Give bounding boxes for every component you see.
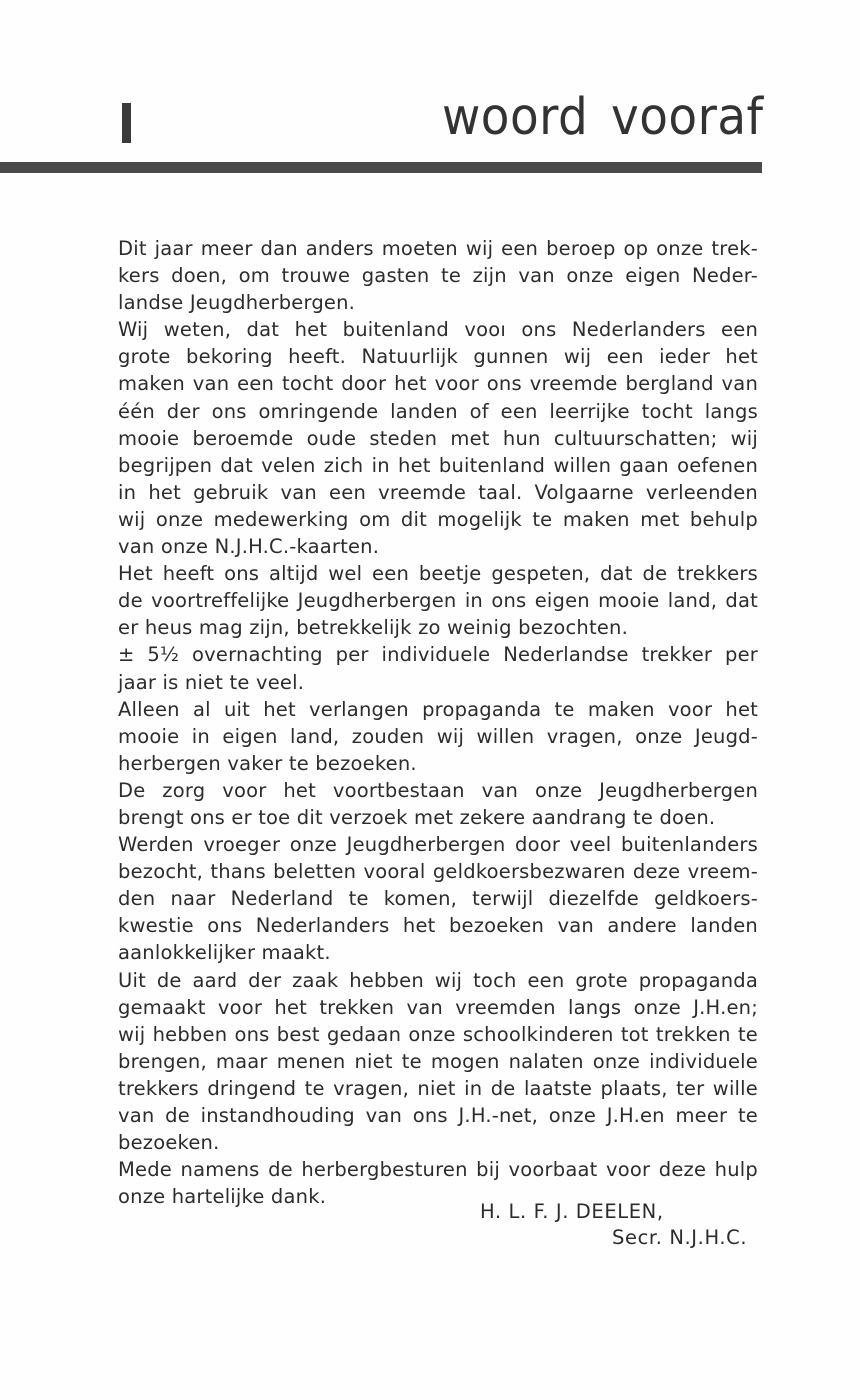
text-line: bezoeken. xyxy=(118,1131,220,1155)
text-line: jaar is niet te veel. xyxy=(118,670,305,694)
text-line: trekkers dringend te vragen, niet in de laatste plaats, ter wille xyxy=(118,1076,758,1100)
text-line: herbergen vaker te bezoeken. xyxy=(118,751,417,775)
text-line: Alleen al uit het verlangen propaganda te maken voor het xyxy=(118,697,758,721)
text-line: Werden vroeger onze Jeugdherbergen door veel buitenlanders xyxy=(118,833,758,857)
text-line: maken van een tocht door het voor ons vreemde bergland van xyxy=(118,372,758,396)
text-line: wij hebben ons best gedaan onze schoolkinderen tot trekken te xyxy=(118,1022,758,1046)
text-line: onze hartelijke dank. xyxy=(118,1185,327,1209)
text-line: mooie in eigen land, zouden wij willen vragen, onze Jeugd- xyxy=(118,724,758,748)
text-line: er heus mag zijn, betrekkelijk zo weinig bezochten. xyxy=(118,616,628,640)
text-line: landse Jeugdherbergen. xyxy=(118,291,356,315)
text-line: mooie beroemde oude steden met hun cultuurschatten; wij xyxy=(118,426,758,450)
page-title: woord vooraf xyxy=(442,88,764,147)
text-line: grote bekoring heeft. Natuurlijk gunnen wij een ieder het xyxy=(118,345,758,369)
signature-role: Secr. N.J.H.C. xyxy=(612,1226,748,1249)
text-line: begrijpen dat velen zich in het buitenland willen gaan oefenen xyxy=(118,453,758,477)
text-line: bezocht, thans beletten vooral geldkoersbezwaren deze vreem- xyxy=(118,860,758,884)
header-rule xyxy=(0,162,762,173)
text-line: wij onze medewerking om dit mogelijk te maken met behulp xyxy=(118,507,758,531)
text-line: brengt ons er toe dit verzoek met zekere aandrang te doen. xyxy=(118,805,716,829)
text-line: de voortreffelijke Jeugdherbergen in ons eigen mooie land, dat xyxy=(118,589,758,613)
text-line: Wij weten, dat het buitenland vooı ons Nederlanders een xyxy=(118,318,758,342)
text-line: Dit jaar meer dan anders moeten wij een beroep op onze trek- xyxy=(118,237,758,260)
body-text xyxy=(118,235,758,1210)
text-line: in het gebruik van een vreemde taal. Volgaarne verleenden xyxy=(118,480,758,504)
text-line: den naar Nederland te komen, terwijl diezelfde geldkoers- xyxy=(118,887,758,911)
text-line: van onze N.J.H.C.-kaarten. xyxy=(118,535,380,559)
text-line: ± 5½ overnachting per individuele Nederlandse trekker per xyxy=(118,643,758,667)
text-line: Uit de aard der zaak hebben wij toch een grote propaganda xyxy=(118,968,758,992)
chapter-number-I xyxy=(122,103,131,143)
text-line: van de instandhouding van ons J.H.-net, onze J.H.en meer te xyxy=(118,1104,758,1127)
text-line: één der ons omringende landen of een leerrijke tocht langs xyxy=(118,399,758,423)
text-line: kwestie ons Nederlanders het bezoeken van andere landen xyxy=(118,914,758,938)
text-line: brengen, maar menen niet te mogen nalaten onze individuele xyxy=(118,1049,758,1073)
text-line: Mede namens de herbergbesturen bij voorbaat voor deze hulp xyxy=(118,1158,758,1182)
text-line: kers doen, om trouwe gasten te zijn van onze eigen Neder- xyxy=(118,264,758,288)
text-line: Het heeft ons altijd wel een beetje gespeten, dat de trekkers xyxy=(118,562,758,586)
text-line: aanlokkelijker maakt. xyxy=(118,941,331,965)
text-line: De zorg voor het voortbestaan van onze Jeugdherbergen xyxy=(118,778,758,802)
signature-name: H. L. F. J. DEELEN, xyxy=(480,1200,664,1223)
text-line: gemaakt voor het trekken van vreemden langs onze J.H.en; xyxy=(118,995,758,1019)
